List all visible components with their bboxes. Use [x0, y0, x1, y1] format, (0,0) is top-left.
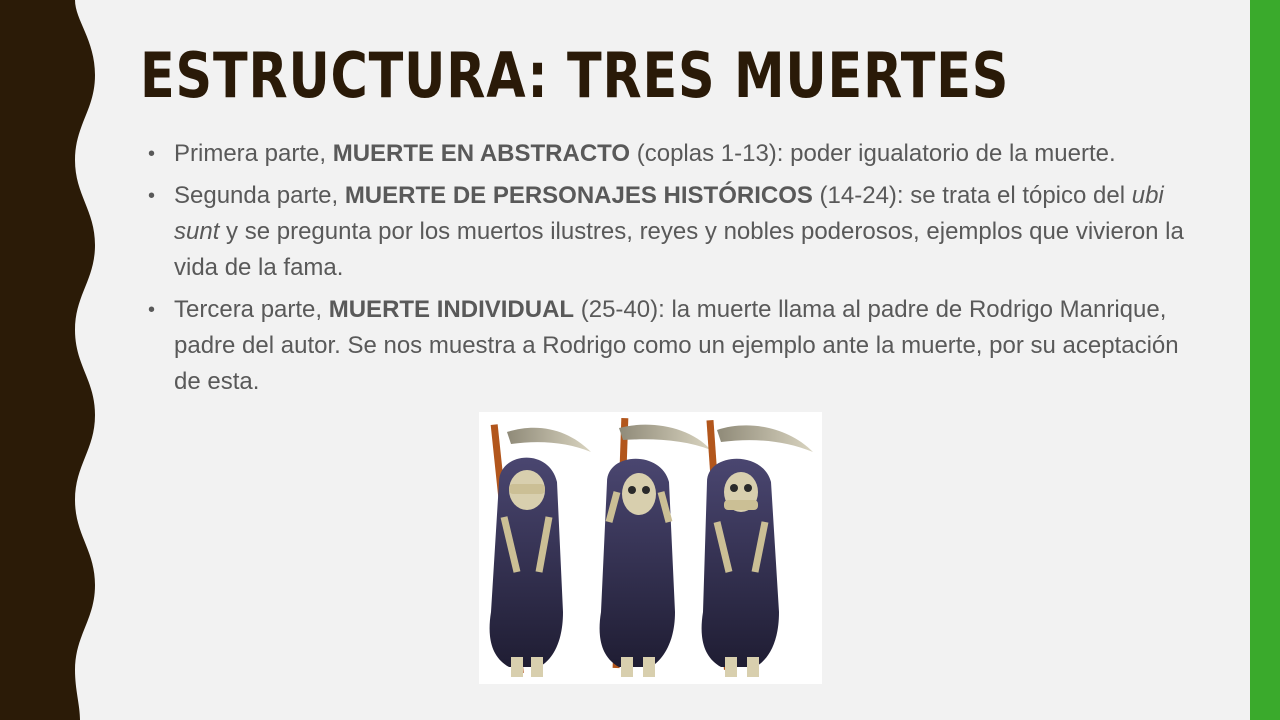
bullet-1-rest: (coplas 1-13): poder igualatorio de la muerte.	[630, 140, 1116, 167]
bullet-3-bold: MUERTE INDIVIDUAL	[328, 296, 575, 323]
slide-title: ESTRUCTURA: TRES MUERTES	[140, 39, 1010, 112]
bullet-item-1	[148, 136, 1208, 172]
bullet-1-lead: Primera parte,	[174, 140, 333, 167]
reaper-3	[702, 420, 813, 677]
bullet-3-lead: Tercera parte,	[174, 296, 329, 323]
bullet-item-2	[148, 178, 1208, 286]
right-accent-band	[1250, 0, 1280, 720]
bullet-2-bold: MUERTE DE PERSONAJES HISTÓRICOS	[344, 182, 813, 209]
bullet-dot: •	[148, 299, 156, 321]
bullet-3-rest: (25-40): la muerte llama al padre de Rodrigo Manrique, padre del autor. Se nos muestra a Rodrigo como un ejemplo ante la muerte, por su aceptación de esta.	[174, 296, 1179, 395]
bullet-2-lead: Segunda parte,	[174, 182, 345, 209]
reaper-1	[490, 424, 591, 677]
reaper-2	[600, 418, 711, 677]
bullet-2-italic: ubi sunt	[174, 182, 1164, 245]
bullet-list	[148, 136, 1208, 406]
bullet-item-3	[148, 292, 1208, 400]
bullet-2-tail: y se pregunta por los muertos ilustres, reyes y nobles poderosos, ejemplos que vivieron la vida de la fama.	[174, 218, 1184, 281]
left-wavy-band	[0, 0, 110, 720]
bullet-dot: •	[148, 185, 156, 207]
left-band-shape	[0, 0, 95, 720]
bullet-1-bold: MUERTE EN ABSTRACTO	[332, 140, 631, 167]
grim-reapers-illustration	[479, 412, 822, 684]
bullet-2-rest: (14-24): se trata el tópico del	[812, 182, 1132, 209]
bullet-dot: •	[148, 143, 156, 165]
three-grim-reapers-image	[479, 412, 822, 684]
